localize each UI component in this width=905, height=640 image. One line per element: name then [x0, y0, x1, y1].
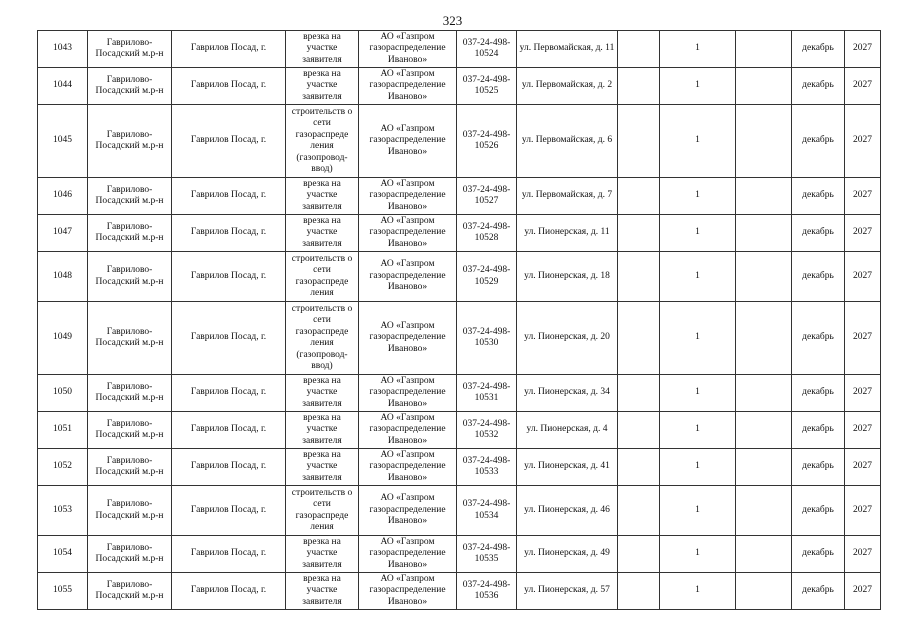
quantity-cell: 1	[660, 302, 736, 375]
locality-cell: Гаврилов Посад, г.	[172, 486, 286, 536]
empty-cell	[618, 573, 660, 610]
table-row	[38, 536, 881, 573]
month-cell: декабрь	[792, 215, 845, 252]
year-cell: 2027	[845, 302, 881, 375]
quantity-cell: 1	[660, 412, 736, 449]
month-cell: декабрь	[792, 178, 845, 215]
month-cell: декабрь	[792, 31, 845, 68]
quantity-cell: 1	[660, 375, 736, 412]
work-type-cell: строительств о сети газораспреде ления (газопровод-ввод)	[286, 105, 359, 178]
empty-cell	[618, 215, 660, 252]
work-type-cell: врезка на участке заявителя	[286, 573, 359, 610]
object-code-cell: 037-24-498-10536	[457, 573, 517, 610]
work-type-cell: строительств о сети газораспреде ления	[286, 252, 359, 302]
row-number: 1051	[38, 412, 88, 449]
row-number: 1055	[38, 573, 88, 610]
work-type-cell: строительств о сети газораспреде ления (газопровод-ввод)	[286, 302, 359, 375]
row-number: 1043	[38, 31, 88, 68]
organization-cell: АО «Газпром газораспределение Иваново»	[359, 105, 457, 178]
district-cell: Гаврилово-Посадский м.р-н	[88, 302, 172, 375]
work-type-cell: врезка на участке заявителя	[286, 412, 359, 449]
address-cell: ул. Пионерская, д. 46	[517, 486, 618, 536]
address-cell: ул. Пионерская, д. 49	[517, 536, 618, 573]
object-code-cell: 037-24-498-10529	[457, 252, 517, 302]
empty-cell	[618, 412, 660, 449]
year-cell: 2027	[845, 375, 881, 412]
row-number: 1054	[38, 536, 88, 573]
district-cell: Гаврилово-Посадский м.р-н	[88, 375, 172, 412]
locality-cell: Гаврилов Посад, г.	[172, 536, 286, 573]
district-cell: Гаврилово-Посадский м.р-н	[88, 573, 172, 610]
work-type-cell: врезка на участке заявителя	[286, 68, 359, 105]
empty-cell	[736, 375, 792, 412]
month-cell: декабрь	[792, 68, 845, 105]
object-code-cell: 037-24-498-10535	[457, 536, 517, 573]
quantity-cell: 1	[660, 68, 736, 105]
quantity-cell: 1	[660, 178, 736, 215]
year-cell: 2027	[845, 31, 881, 68]
month-cell: декабрь	[792, 573, 845, 610]
district-cell: Гаврилово-Посадский м.р-н	[88, 105, 172, 178]
row-number: 1049	[38, 302, 88, 375]
address-cell: ул. Пионерская, д. 41	[517, 449, 618, 486]
address-cell: ул. Первомайская, д. 6	[517, 105, 618, 178]
quantity-cell: 1	[660, 31, 736, 68]
year-cell: 2027	[845, 178, 881, 215]
address-cell: ул. Первомайская, д. 7	[517, 178, 618, 215]
row-number: 1050	[38, 375, 88, 412]
address-cell: ул. Пионерская, д. 4	[517, 412, 618, 449]
address-cell: ул. Первомайская, д. 11	[517, 31, 618, 68]
table-row	[38, 449, 881, 486]
object-code-cell: 037-24-498-10525	[457, 68, 517, 105]
empty-cell	[736, 31, 792, 68]
year-cell: 2027	[845, 105, 881, 178]
work-type-cell: врезка на участке заявителя	[286, 215, 359, 252]
row-number: 1047	[38, 215, 88, 252]
address-cell: ул. Пионерская, д. 18	[517, 252, 618, 302]
month-cell: декабрь	[792, 252, 845, 302]
month-cell: декабрь	[792, 486, 845, 536]
month-cell: декабрь	[792, 449, 845, 486]
locality-cell: Гаврилов Посад, г.	[172, 573, 286, 610]
empty-cell	[618, 536, 660, 573]
table-row	[38, 302, 881, 375]
quantity-cell: 1	[660, 573, 736, 610]
quantity-cell: 1	[660, 449, 736, 486]
object-code-cell: 037-24-498-10532	[457, 412, 517, 449]
quantity-cell: 1	[660, 252, 736, 302]
object-code-cell: 037-24-498-10527	[457, 178, 517, 215]
locality-cell: Гаврилов Посад, г.	[172, 449, 286, 486]
empty-cell	[736, 302, 792, 375]
empty-cell	[618, 68, 660, 105]
table-row	[38, 412, 881, 449]
year-cell: 2027	[845, 412, 881, 449]
work-type-cell: врезка на участке заявителя	[286, 31, 359, 68]
row-number: 1048	[38, 252, 88, 302]
organization-cell: АО «Газпром газораспределение Иваново»	[359, 68, 457, 105]
organization-cell: АО «Газпром газораспределение Иваново»	[359, 252, 457, 302]
quantity-cell: 1	[660, 105, 736, 178]
table-row	[38, 573, 881, 610]
month-cell: декабрь	[792, 536, 845, 573]
empty-cell	[736, 536, 792, 573]
table-row	[38, 68, 881, 105]
quantity-cell: 1	[660, 486, 736, 536]
empty-cell	[618, 178, 660, 215]
empty-cell	[736, 68, 792, 105]
address-cell: ул. Пионерская, д. 34	[517, 375, 618, 412]
object-code-cell: 037-24-498-10531	[457, 375, 517, 412]
empty-cell	[736, 252, 792, 302]
empty-cell	[618, 375, 660, 412]
quantity-cell: 1	[660, 215, 736, 252]
district-cell: Гаврилово-Посадский м.р-н	[88, 412, 172, 449]
row-number: 1045	[38, 105, 88, 178]
empty-cell	[736, 486, 792, 536]
quantity-cell: 1	[660, 536, 736, 573]
table-row	[38, 486, 881, 536]
locality-cell: Гаврилов Посад, г.	[172, 105, 286, 178]
district-cell: Гаврилово-Посадский м.р-н	[88, 486, 172, 536]
locality-cell: Гаврилов Посад, г.	[172, 302, 286, 375]
district-cell: Гаврилово-Посадский м.р-н	[88, 449, 172, 486]
empty-cell	[618, 105, 660, 178]
empty-cell	[736, 215, 792, 252]
table-row	[38, 105, 881, 178]
address-cell: ул. Пионерская, д. 57	[517, 573, 618, 610]
object-code-cell: 037-24-498-10524	[457, 31, 517, 68]
year-cell: 2027	[845, 573, 881, 610]
year-cell: 2027	[845, 252, 881, 302]
work-type-cell: врезка на участке заявителя	[286, 536, 359, 573]
organization-cell: АО «Газпром газораспределение Иваново»	[359, 31, 457, 68]
year-cell: 2027	[845, 486, 881, 536]
empty-cell	[736, 412, 792, 449]
object-code-cell: 037-24-498-10526	[457, 105, 517, 178]
empty-cell	[618, 449, 660, 486]
month-cell: декабрь	[792, 302, 845, 375]
object-code-cell: 037-24-498-10533	[457, 449, 517, 486]
object-code-cell: 037-24-498-10534	[457, 486, 517, 536]
organization-cell: АО «Газпром газораспределение Иваново»	[359, 449, 457, 486]
organization-cell: АО «Газпром газораспределение Иваново»	[359, 486, 457, 536]
table-row	[38, 178, 881, 215]
page-number: 323	[442, 13, 463, 28]
table-row	[38, 375, 881, 412]
address-cell: ул. Первомайская, д. 2	[517, 68, 618, 105]
district-cell: Гаврилово-Посадский м.р-н	[88, 252, 172, 302]
table-row	[38, 31, 881, 68]
month-cell: декабрь	[792, 412, 845, 449]
organization-cell: АО «Газпром газораспределение Иваново»	[359, 178, 457, 215]
year-cell: 2027	[845, 536, 881, 573]
organization-cell: АО «Газпром газораспределение Иваново»	[359, 412, 457, 449]
empty-cell	[736, 105, 792, 178]
month-cell: декабрь	[792, 375, 845, 412]
organization-cell: АО «Газпром газораспределение Иваново»	[359, 536, 457, 573]
district-cell: Гаврилово-Посадский м.р-н	[88, 31, 172, 68]
object-code-cell: 037-24-498-10530	[457, 302, 517, 375]
year-cell: 2027	[845, 68, 881, 105]
empty-cell	[736, 178, 792, 215]
month-cell: декабрь	[792, 105, 845, 178]
district-cell: Гаврилово-Посадский м.р-н	[88, 215, 172, 252]
table-body	[38, 31, 881, 610]
organization-cell: АО «Газпром газораспределение Иваново»	[359, 302, 457, 375]
year-cell: 2027	[845, 215, 881, 252]
empty-cell	[736, 573, 792, 610]
table-row	[38, 252, 881, 302]
locality-cell: Гаврилов Посад, г.	[172, 31, 286, 68]
locality-cell: Гаврилов Посад, г.	[172, 68, 286, 105]
work-type-cell: врезка на участке заявителя	[286, 449, 359, 486]
locality-cell: Гаврилов Посад, г.	[172, 178, 286, 215]
organization-cell: АО «Газпром газораспределение Иваново»	[359, 573, 457, 610]
locality-cell: Гаврилов Посад, г.	[172, 252, 286, 302]
locality-cell: Гаврилов Посад, г.	[172, 412, 286, 449]
address-cell: ул. Пионерская, д. 11	[517, 215, 618, 252]
locality-cell: Гаврилов Посад, г.	[172, 215, 286, 252]
district-cell: Гаврилово-Посадский м.р-н	[88, 68, 172, 105]
object-code-cell: 037-24-498-10528	[457, 215, 517, 252]
locality-cell: Гаврилов Посад, г.	[172, 375, 286, 412]
empty-cell	[736, 449, 792, 486]
empty-cell	[618, 486, 660, 536]
table-row	[38, 215, 881, 252]
row-number: 1052	[38, 449, 88, 486]
work-type-cell: строительств о сети газораспреде ления	[286, 486, 359, 536]
row-number: 1046	[38, 178, 88, 215]
address-cell: ул. Пионерская, д. 20	[517, 302, 618, 375]
work-type-cell: врезка на участке заявителя	[286, 375, 359, 412]
organization-cell: АО «Газпром газораспределение Иваново»	[359, 375, 457, 412]
gas-connection-table	[37, 30, 881, 610]
district-cell: Гаврилово-Посадский м.р-н	[88, 536, 172, 573]
work-type-cell: врезка на участке заявителя	[286, 178, 359, 215]
year-cell: 2027	[845, 449, 881, 486]
row-number: 1044	[38, 68, 88, 105]
empty-cell	[618, 252, 660, 302]
organization-cell: АО «Газпром газораспределение Иваново»	[359, 215, 457, 252]
empty-cell	[618, 302, 660, 375]
empty-cell	[618, 31, 660, 68]
row-number: 1053	[38, 486, 88, 536]
district-cell: Гаврилово-Посадский м.р-н	[88, 178, 172, 215]
